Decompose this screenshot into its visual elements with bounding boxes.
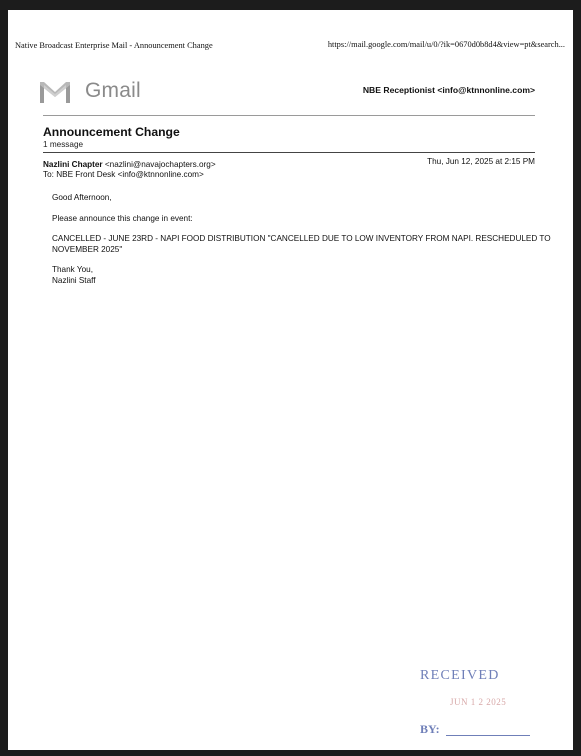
message-count: 1 message (43, 140, 84, 149)
message-date: Thu, Jun 12, 2025 at 2:15 PM (427, 157, 535, 166)
closing: Thank You, (52, 265, 93, 274)
account-label: NBE Receptionist <info@ktnnonline.com> (362, 85, 535, 95)
signature-block (52, 265, 552, 286)
recipient-line: To: NBE Front Desk <info@ktnnonline.com> (43, 170, 204, 179)
stamp-date: JUN 1 2 2025 (450, 697, 507, 707)
sender-name: Nazlini Chapter (43, 160, 103, 169)
sender-email: <nazlini@navajochapters.org> (104, 160, 216, 169)
print-title: Native Broadcast Enterprise Mail - Announcement Change (15, 41, 213, 50)
gmail-m-icon (39, 79, 71, 105)
stamp-by-label: BY: (420, 722, 440, 736)
gmail-wordmark: Gmail (85, 79, 141, 102)
body-line-2: CANCELLED - JUNE 23RD - NAPI FOOD DISTRIBUTION "CANCELLED DUE TO LOW INVENTORY FROM NAPI. RESCHEDULED TO NOVEMBER 2025" (52, 234, 551, 254)
body-line-1: Please announce this change in event: (52, 213, 193, 223)
subject-divider (43, 152, 535, 153)
thread-subject: Announcement Change (43, 125, 180, 139)
message-body (52, 193, 552, 296)
print-url: https://mail.google.com/mail/u/0/?ik=0670d0b8d4&view=pt&search... (327, 40, 565, 49)
received-stamp (410, 665, 550, 750)
stamp-received-text: RECEIVED (420, 668, 500, 683)
header-divider (43, 115, 535, 116)
greeting: Good Afternoon, (52, 193, 112, 202)
signature: Nazlini Staff (52, 275, 96, 285)
printed-page (8, 10, 573, 750)
stamp-signature-line (446, 735, 530, 736)
sender-line (43, 160, 216, 169)
